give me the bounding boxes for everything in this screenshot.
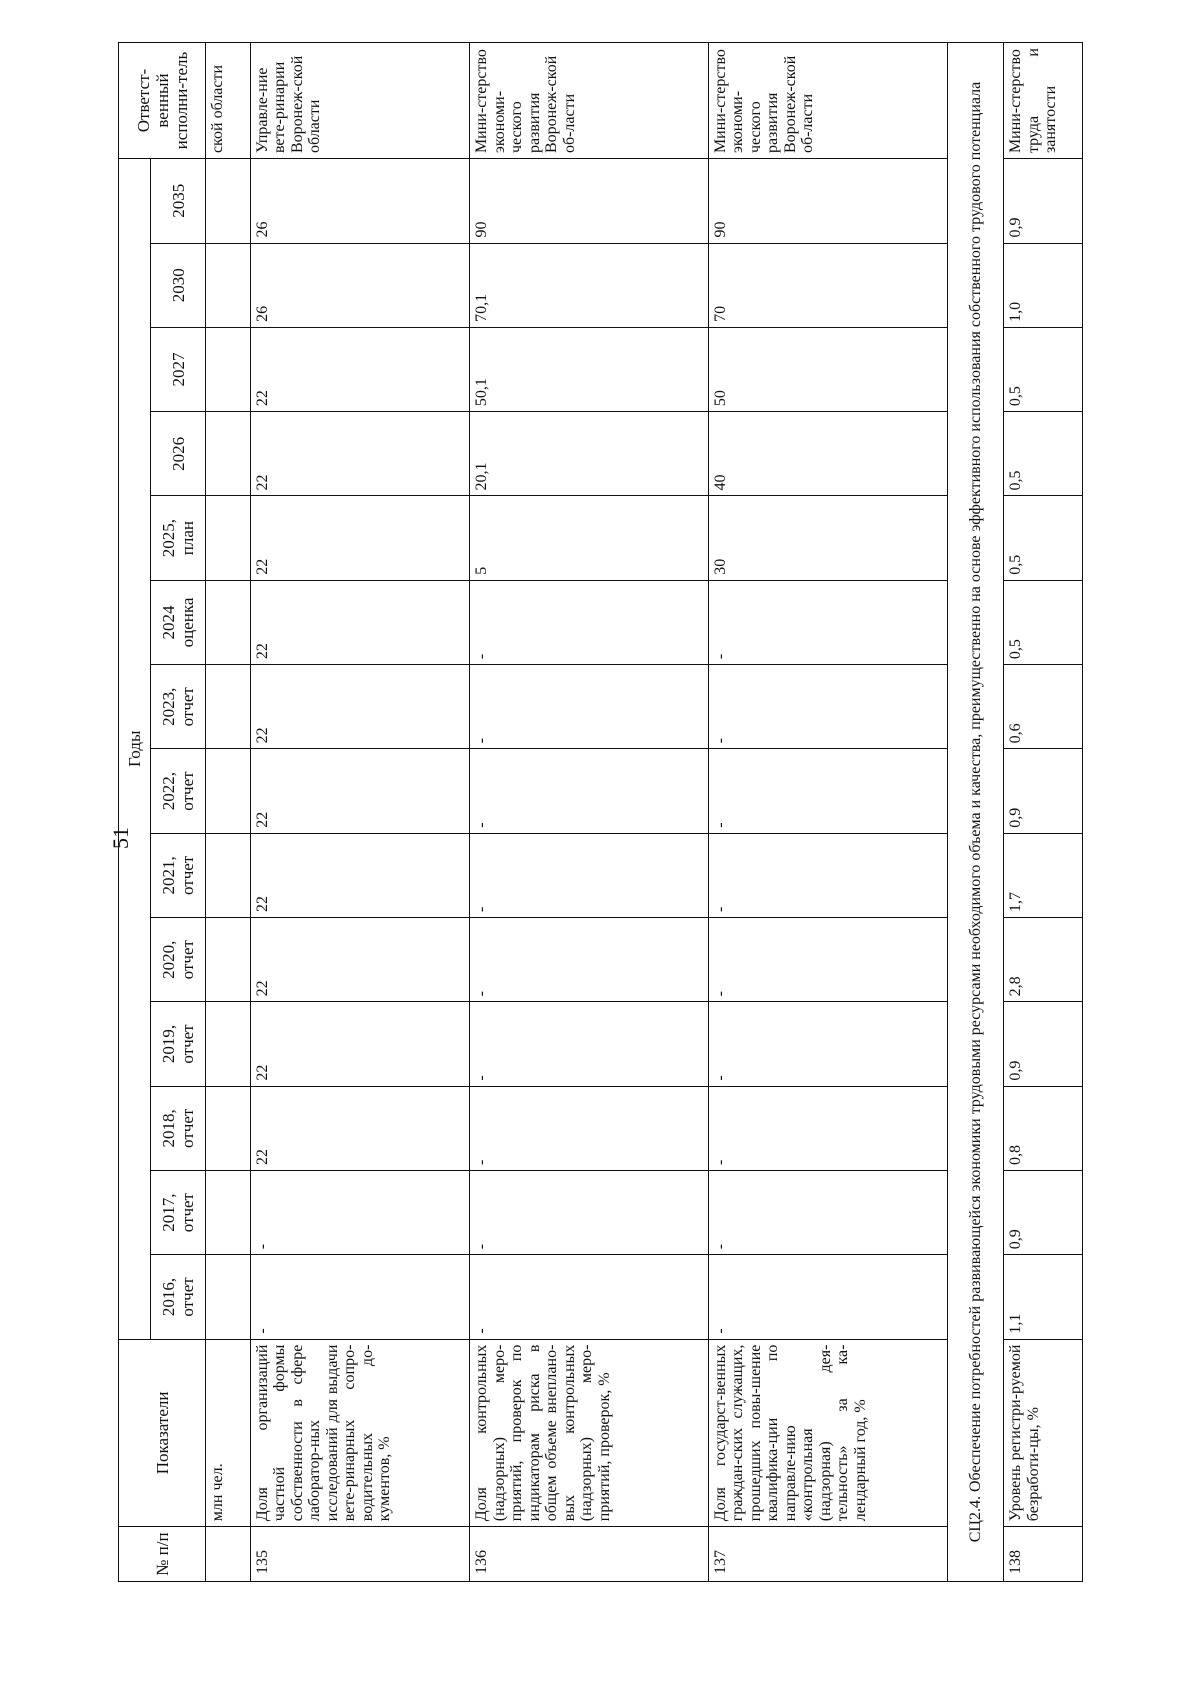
year-header: 2023, отчет — [151, 665, 206, 749]
value-cell — [206, 1255, 251, 1339]
row-responsible: Управле-ние вете-ринарии Воронеж-ской области — [250, 43, 469, 159]
value-cell — [206, 833, 251, 917]
header-num: № п/п — [119, 1527, 206, 1582]
value-cell: - — [708, 665, 947, 749]
value-cell: 1,7 — [1004, 833, 1083, 917]
value-cell: - — [470, 749, 708, 833]
value-cell — [206, 1002, 251, 1086]
value-cell: 22 — [250, 833, 469, 917]
value-cell: 0,5 — [1004, 327, 1083, 411]
value-cell: - — [708, 1002, 947, 1086]
value-cell — [206, 1170, 251, 1254]
value-cell — [206, 918, 251, 1002]
value-cell: - — [708, 749, 947, 833]
value-cell: - — [708, 1086, 947, 1170]
value-cell: 0,9 — [1004, 1170, 1083, 1254]
value-cell: 90 — [470, 159, 708, 243]
value-cell: 0,9 — [1004, 749, 1083, 833]
table-body — [206, 43, 1083, 1582]
row-number: 137 — [708, 1527, 947, 1582]
value-cell: 40 — [708, 412, 947, 496]
indicators-table — [118, 42, 1083, 1582]
value-cell: 0,8 — [1004, 1086, 1083, 1170]
value-cell — [206, 496, 251, 580]
row-indicator: Доля государст-венных граждан-ских служащих, прошедших повы-шение квалифика-ции по направле-нию «контрольная (надзорная) дея-тельность» за ка-лендарный год, % — [708, 1339, 947, 1527]
value-cell: 1,0 — [1004, 243, 1083, 327]
value-cell: 5 — [470, 496, 708, 580]
year-header: 2020, отчет — [151, 918, 206, 1002]
year-header: 2025, план — [151, 496, 206, 580]
value-cell: 0,6 — [1004, 665, 1083, 749]
value-cell: - — [470, 918, 708, 1002]
row-indicator: Уровень регистри-руемой безработи-цы, % — [1004, 1339, 1083, 1527]
value-cell — [206, 412, 251, 496]
year-header: 2035 — [151, 159, 206, 243]
value-cell — [206, 580, 251, 664]
value-cell: 0,5 — [1004, 496, 1083, 580]
year-header: 2030 — [151, 243, 206, 327]
year-header: 2018, отчет — [151, 1086, 206, 1170]
value-cell: - — [470, 833, 708, 917]
value-cell: 0,9 — [1004, 159, 1083, 243]
table-row-138 — [1004, 43, 1083, 1582]
value-cell: 22 — [250, 918, 469, 1002]
value-cell: 70,1 — [470, 243, 708, 327]
table-row-137 — [708, 43, 947, 1582]
value-cell: - — [708, 1170, 947, 1254]
year-header: 2017, отчет — [151, 1170, 206, 1254]
value-cell: - — [708, 833, 947, 917]
value-cell: 50 — [708, 327, 947, 411]
row-responsible: Мини-стерство экономи-ческого развития Воронеж-ской об-ласти — [470, 43, 708, 159]
value-cell: 0,5 — [1004, 580, 1083, 664]
value-cell — [206, 327, 251, 411]
value-cell: - — [470, 1002, 708, 1086]
value-cell: - — [470, 580, 708, 664]
value-cell: - — [250, 1170, 469, 1254]
year-header: 2022, отчет — [151, 749, 206, 833]
value-cell: - — [470, 1170, 708, 1254]
header-indicator: Показатели — [119, 1339, 206, 1527]
year-header: 2027 — [151, 327, 206, 411]
value-cell: - — [708, 580, 947, 664]
value-cell: 22 — [250, 327, 469, 411]
year-header: 2026 — [151, 412, 206, 496]
value-cell: - — [470, 1086, 708, 1170]
row-responsible: Мини-стерство труда и занятости — [1004, 43, 1083, 159]
value-cell: - — [470, 1255, 708, 1339]
section-title: СЦ2.4. Обеспечение потребностей развивающейся экономики трудовыми ресурсами необходимого объема и качества, преимущественно на основе эффективного использования собственного трудового потенциала — [948, 43, 1004, 1582]
value-cell: - — [708, 1255, 947, 1339]
header-row-1 — [119, 43, 151, 1582]
value-cell — [206, 749, 251, 833]
value-cell — [206, 159, 251, 243]
value-cell: - — [708, 918, 947, 1002]
year-header: 2019, отчет — [151, 1002, 206, 1086]
header-years-title: Годы — [119, 159, 151, 1340]
row-number: 136 — [470, 1527, 708, 1582]
value-cell: 30 — [708, 496, 947, 580]
section-row — [948, 43, 1004, 1582]
value-cell: 22 — [250, 412, 469, 496]
table-row-136 — [470, 43, 708, 1582]
row-responsible: ской области — [206, 43, 251, 159]
row-indicator: Доля контрольных (надзорных) меро-приятий, проверок по индикаторам риска в общем объеме внеплано-вых контрольных (надзорных) меро-приятий, проверок, % — [470, 1339, 708, 1527]
value-cell: 1,1 — [1004, 1255, 1083, 1339]
row-number: 135 — [250, 1527, 469, 1582]
year-header: 2024 оценка — [151, 580, 206, 664]
row-indicator: Доля организаций частной формы собственности в сфере лаборатор-ных исследований для выдачи вете-ринарных сопро-водительных до-кументов, % — [250, 1339, 469, 1527]
value-cell: 22 — [250, 665, 469, 749]
value-cell — [206, 665, 251, 749]
value-cell — [206, 1086, 251, 1170]
row-indicator: млн чел. — [206, 1339, 251, 1527]
value-cell: 90 — [708, 159, 947, 243]
value-cell: 0,9 — [1004, 1002, 1083, 1086]
value-cell: 0,5 — [1004, 412, 1083, 496]
table-row-135 — [250, 43, 469, 1582]
value-cell: 22 — [250, 1002, 469, 1086]
value-cell: 22 — [250, 749, 469, 833]
value-cell: 26 — [250, 243, 469, 327]
row-number: 138 — [1004, 1527, 1083, 1582]
value-cell: 2,8 — [1004, 918, 1083, 1002]
value-cell: 70 — [708, 243, 947, 327]
value-cell: 22 — [250, 496, 469, 580]
table-row-continuation — [206, 43, 251, 1582]
year-header: 2016, отчет — [151, 1255, 206, 1339]
value-cell: 50,1 — [470, 327, 708, 411]
year-header: 2021, отчет — [151, 833, 206, 917]
header-responsible: Ответст-венный исполни-тель — [119, 43, 206, 159]
row-number — [206, 1527, 251, 1582]
row-responsible: Мини-стерство экономи-ческого развития Воронеж-ской об-ласти — [708, 43, 947, 159]
value-cell — [206, 243, 251, 327]
page-number: 51 — [108, 827, 133, 849]
value-cell: 22 — [250, 1086, 469, 1170]
value-cell: 26 — [250, 159, 469, 243]
value-cell: 20,1 — [470, 412, 708, 496]
value-cell: - — [470, 665, 708, 749]
rotated-table-container — [118, 42, 1083, 1582]
value-cell: - — [250, 1255, 469, 1339]
value-cell: 22 — [250, 580, 469, 664]
